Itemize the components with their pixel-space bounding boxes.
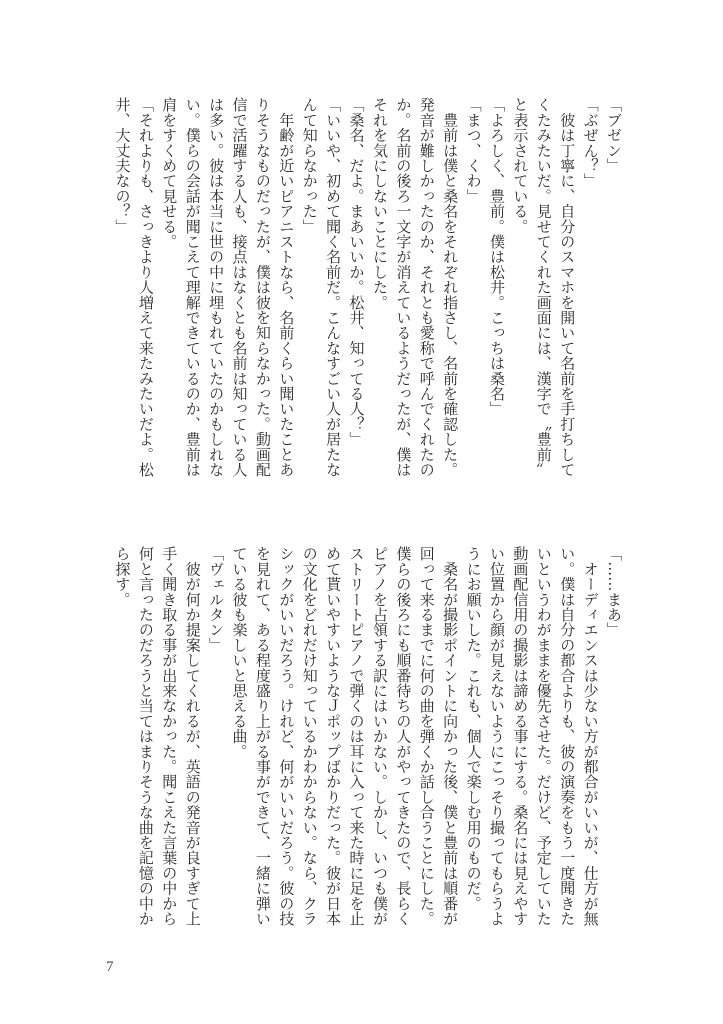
text-line: りそうなものだったが、僕は彼を知らなかった。動画配 [253, 97, 272, 477]
text-line: 「それよりも、さっきより人増えて来たみたいだよ。松 [136, 97, 155, 477]
text-line: 年齢が近いピアニストなら、名前くらい聞いたことあ [277, 97, 296, 477]
text-line: ら探す。 [113, 546, 132, 607]
text-line: それを気にしないことにした。 [370, 97, 389, 310]
text-line: 彼は丁寧に、自分のスマホを開いて名前を手打ちして [558, 97, 577, 477]
text-line: オーディエンスは少ない方が都合がいいが、仕方が無 [581, 546, 600, 926]
text-line: 「……まあ」 [605, 546, 623, 638]
text-line: ストリートピアノで弾くのは耳に入って来た時に足を止 [347, 546, 366, 926]
text-line: 手く聞き取る事が出来なかった。聞こえた言葉の中から [160, 546, 179, 926]
text-line: シックがいいだろう。けれど、何がいいだろう。彼の技 [277, 546, 296, 926]
text-line: いというわがままを優先させた。だけど、予定していた [534, 546, 553, 926]
text-line: 動画配信用の撮影は諦める事にする。桑名には見えやす [511, 546, 530, 926]
text-line: 「ぶぜん？」 [581, 97, 600, 189]
text-line: 「いいや、初めて聞く名前だ。こんなすごい人が居たな [324, 97, 343, 477]
text-line: 何と言ったのだろうと当てはまりそうな曲を記憶の中か [136, 546, 155, 926]
text-line: ている彼も楽しいと思える曲。 [230, 546, 249, 759]
text-line: の文化をどれだけ知っているかわからない。なら、クラ [300, 546, 319, 926]
text-block-top [110, 97, 625, 482]
text-line: くたみたいだ。見せてくれた画面には、漢字で〝豊前〟 [534, 97, 553, 477]
text-line: 僕らの後ろにも順番待ちの人がやってきたので、長らく [394, 546, 413, 926]
text-line: か。名前の後ろ一文字が消えているようだったが、僕は [394, 97, 413, 477]
text-line: 「ブゼン」 [605, 97, 623, 173]
text-line: は多い。彼は本当に世の中に埋もれていたのかもしれな [207, 97, 226, 477]
text-line: 彼が何か提案してくれるが、英語の発音が良すぎて上 [183, 546, 202, 926]
text-line: 井、大丈夫なの？」 [113, 97, 132, 234]
text-line: 豊前は僕と桑名をそれぞれ指さし、名前を確認した。 [441, 97, 460, 477]
text-line: い位置から顔が見えないようにこっそり撮ってもらうよ [487, 546, 506, 926]
text-line: 桑名が撮影ポイントに向かった後、僕と豊前は順番が [441, 546, 460, 926]
text-line: い。僕は自分の都合よりも、彼の演奏をもう一度聞きた [558, 546, 577, 926]
page-number: 7 [106, 959, 114, 975]
text-line: を見れて、ある程度盛り上がる事ができて、一緒に弾い [253, 546, 272, 926]
text-line: 「ヴェルタン」 [207, 546, 226, 653]
text-line: 回って来るまでに何の曲を弾くか話し合うことにした。 [417, 546, 436, 926]
text-line: 「桑名、だよ。まあいいか。松井、知ってる人？」 [347, 97, 366, 447]
text-line: 発音が難しかったのか、それとも愛称で呼んでくれたの [417, 97, 436, 477]
text-line: うにお願いした。これも、個人で楽しむ用のものだ。 [464, 546, 483, 911]
text-line: と表示されている。 [511, 97, 530, 234]
text-block-bottom [110, 546, 625, 931]
text-line: ピアノを占領する訳にはいかない。しかし、いつも僕が [370, 546, 389, 926]
text-line: 「よろしく、豊前。僕は松井。こっちは桑名」 [487, 97, 506, 417]
text-line: 信で活躍する人も、接点はなくとも名前は知っている人 [230, 97, 249, 477]
text-line: い。僕らの会話が聞こえて理解できているのか、豊前は [183, 97, 202, 477]
text-line: 「まつ、くわ」 [464, 97, 483, 204]
text-line: 肩をすくめて見せる。 [160, 97, 179, 249]
text-line: めて貰いやすいようなＪポップばかりだった。彼が日本 [324, 546, 343, 926]
text-line: んて知らなかった」 [300, 97, 319, 234]
